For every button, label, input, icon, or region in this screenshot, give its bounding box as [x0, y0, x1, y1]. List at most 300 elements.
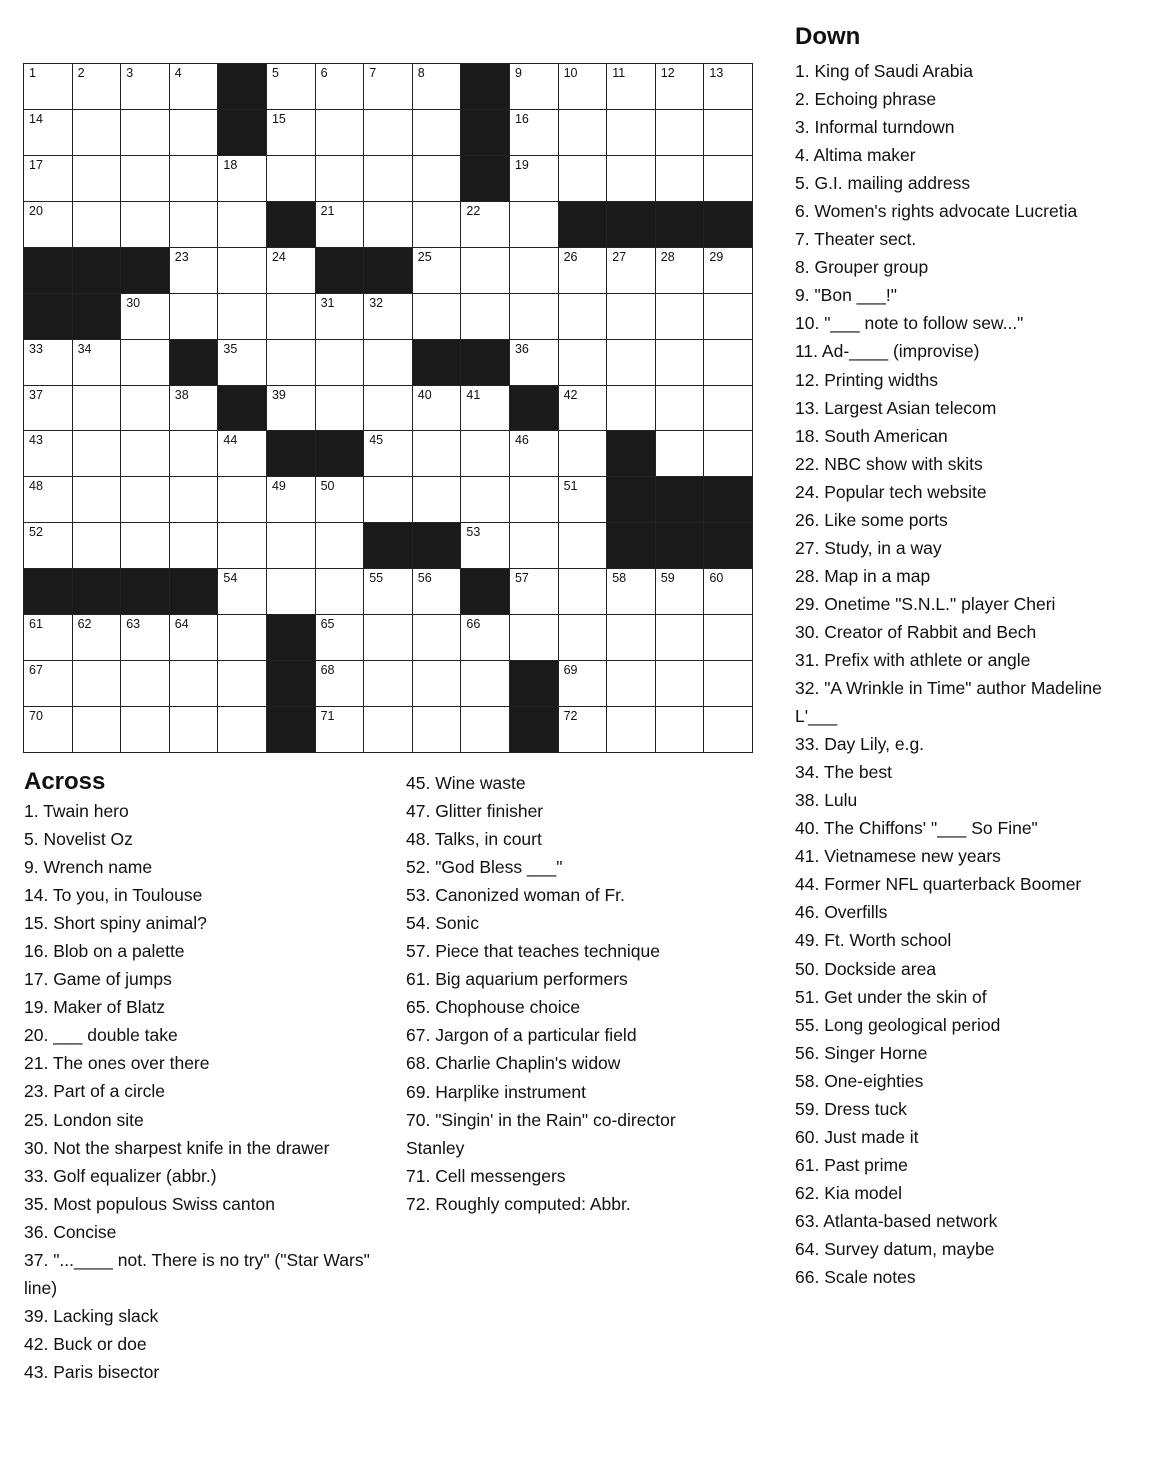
clue-number: 30 [126, 295, 141, 310]
grid-cell[interactable] [656, 431, 705, 477]
grid-cell[interactable] [607, 386, 656, 432]
grid-cell[interactable] [73, 523, 122, 569]
grid-cell[interactable] [559, 569, 608, 615]
clue-number: 57 [514, 571, 529, 586]
grid-cell[interactable] [24, 523, 73, 569]
grid-cell[interactable] [364, 661, 413, 707]
across-clue: 53. Canonized woman of Fr. [406, 885, 625, 906]
grid-cell[interactable] [510, 431, 559, 477]
black-square [461, 64, 510, 110]
grid-cell[interactable] [704, 340, 753, 386]
down-clue: 11. Ad-____ (improvise) [795, 341, 980, 362]
black-square [461, 156, 510, 202]
black-square [704, 523, 753, 569]
grid-cell[interactable] [559, 294, 608, 340]
clue-number: 35 [223, 341, 238, 356]
grid-cell[interactable] [170, 294, 219, 340]
grid-cell[interactable] [704, 707, 753, 753]
grid-cell[interactable] [73, 386, 122, 432]
grid-cell[interactable] [316, 477, 365, 523]
clue-number: 68 [320, 663, 335, 678]
across-clue: 35. Most populous Swiss canton [24, 1193, 275, 1214]
grid-cell[interactable] [121, 707, 170, 753]
black-square [704, 477, 753, 523]
grid-cell[interactable] [559, 523, 608, 569]
grid-cell[interactable] [413, 294, 462, 340]
down-clue: 7. Theater sect. [795, 229, 917, 250]
grid-cell[interactable] [704, 615, 753, 661]
grid-cell[interactable] [316, 294, 365, 340]
grid-cell[interactable] [559, 340, 608, 386]
black-square [413, 523, 462, 569]
down-clue: 24. Popular tech website [795, 481, 987, 502]
across-clue: 36. Concise [24, 1221, 117, 1242]
clue-number: 39 [271, 387, 286, 402]
clue-number: 1 [29, 66, 36, 80]
grid-cell[interactable] [267, 110, 316, 156]
down-heading: Down [795, 23, 861, 50]
grid-cell[interactable] [316, 707, 365, 753]
black-square [170, 569, 219, 615]
grid-cell[interactable] [24, 110, 73, 156]
across-clue: 25. London site [24, 1109, 144, 1130]
grid-cell[interactable] [218, 294, 267, 340]
grid-cell[interactable] [510, 569, 559, 615]
grid-cell[interactable] [73, 477, 122, 523]
grid-cell[interactable] [170, 431, 219, 477]
down-clue: 55. Long geological period [795, 1014, 1001, 1035]
down-clue: 27. Study, in a way [795, 537, 942, 558]
grid-cell[interactable] [413, 615, 462, 661]
down-clue: 18. South American [795, 425, 948, 446]
grid-cell[interactable] [559, 431, 608, 477]
clue-number: 52 [29, 525, 43, 540]
grid-cell[interactable] [607, 248, 656, 294]
clue-number: 59 [660, 571, 675, 586]
down-clue: 58. One-eighties [795, 1070, 924, 1091]
grid-cell[interactable] [170, 156, 219, 202]
grid-cell[interactable] [559, 477, 608, 523]
down-clue: 61. Past prime [795, 1154, 908, 1175]
grid-cell[interactable] [364, 202, 413, 248]
grid-cell[interactable] [218, 661, 267, 707]
grid-cell[interactable] [170, 477, 219, 523]
down-clue: 28. Map in a map [795, 565, 931, 586]
clue-number: 63 [126, 617, 141, 632]
grid-cell[interactable] [656, 294, 705, 340]
across-clue: 67. Jargon of a particular field [406, 1025, 637, 1046]
clue-number: 53 [466, 525, 481, 540]
grid-cell[interactable] [316, 110, 365, 156]
grid-cell[interactable] [510, 294, 559, 340]
across-clue: 23. Part of a circle [24, 1081, 166, 1102]
clue-number: 24 [271, 249, 286, 264]
grid-cell[interactable] [607, 110, 656, 156]
grid-cell[interactable] [267, 248, 316, 294]
grid-cell[interactable] [607, 64, 656, 110]
grid-cell[interactable] [364, 477, 413, 523]
grid-cell[interactable] [316, 156, 365, 202]
black-square [364, 248, 413, 294]
grid-cell[interactable] [704, 294, 753, 340]
grid-cell[interactable] [364, 156, 413, 202]
grid-cell[interactable] [24, 707, 73, 753]
across-clue: 61. Big aquarium performers [406, 969, 628, 990]
across-clue: 20. ___ double take [24, 1025, 178, 1046]
across-clue: 17. Game of jumps [24, 969, 172, 990]
black-square [559, 202, 608, 248]
grid-cell[interactable] [364, 340, 413, 386]
grid-cell[interactable] [267, 156, 316, 202]
clue-number: 4 [174, 66, 182, 80]
clue-number: 33 [29, 341, 43, 356]
grid-cell[interactable] [267, 386, 316, 432]
grid-cell[interactable] [267, 477, 316, 523]
black-square [267, 202, 316, 248]
down-clue: 46. Overfills [795, 902, 888, 923]
clue-number: 61 [29, 617, 43, 632]
clue-number: 54 [223, 571, 238, 586]
grid-cell[interactable] [364, 569, 413, 615]
grid-cell[interactable] [413, 386, 462, 432]
across-clue: 70. "Singin' in the Rain" co-director Stanley [406, 1109, 676, 1158]
clue-number: 41 [466, 387, 481, 402]
down-clue: 29. Onetime "S.N.L." player Cheri [795, 593, 1056, 614]
grid-cell[interactable] [656, 156, 705, 202]
clue-number: 66 [466, 617, 481, 632]
grid-cell[interactable] [413, 248, 462, 294]
grid-cell[interactable] [73, 661, 122, 707]
grid-cell[interactable] [121, 294, 170, 340]
grid-cell[interactable] [413, 477, 462, 523]
grid-cell[interactable] [121, 477, 170, 523]
black-square [170, 340, 219, 386]
grid-cell[interactable] [607, 294, 656, 340]
grid-cell[interactable] [121, 64, 170, 110]
grid-cell[interactable] [559, 110, 608, 156]
grid-cell[interactable] [607, 340, 656, 386]
clue-number: 19 [514, 157, 529, 172]
grid-cell[interactable] [413, 110, 462, 156]
grid-cell[interactable] [218, 248, 267, 294]
grid-cell[interactable] [218, 340, 267, 386]
grid-cell[interactable] [316, 202, 365, 248]
grid-cell[interactable] [364, 615, 413, 661]
black-square [267, 661, 316, 707]
black-square [218, 386, 267, 432]
black-square [461, 569, 510, 615]
grid-cell[interactable] [413, 661, 462, 707]
grid-cell[interactable] [461, 615, 510, 661]
grid-cell[interactable] [413, 202, 462, 248]
across-clue: 42. Buck or doe [24, 1333, 147, 1354]
grid-cell[interactable] [170, 661, 219, 707]
down-clue: 4. Altima maker [795, 145, 916, 166]
clue-number: 49 [271, 479, 286, 494]
clue-number: 48 [29, 479, 43, 494]
down-clue: 60. Just made it [795, 1126, 919, 1147]
grid-cell[interactable] [316, 386, 365, 432]
grid-cell[interactable] [267, 294, 316, 340]
black-square [267, 615, 316, 661]
grid-cell[interactable] [73, 110, 122, 156]
grid-cell[interactable] [656, 64, 705, 110]
grid-cell[interactable] [121, 156, 170, 202]
grid-cell[interactable] [704, 431, 753, 477]
down-clue: 64. Survey datum, maybe [795, 1238, 995, 1259]
clue-number: 28 [660, 249, 675, 264]
grid-cell[interactable] [607, 615, 656, 661]
grid-cell[interactable] [73, 156, 122, 202]
grid-cell[interactable] [316, 569, 365, 615]
grid-cell[interactable] [461, 294, 510, 340]
grid-cell[interactable] [24, 431, 73, 477]
grid-cell[interactable] [510, 248, 559, 294]
grid-cell[interactable] [218, 431, 267, 477]
black-square [510, 661, 559, 707]
black-square [461, 110, 510, 156]
grid-cell[interactable] [267, 64, 316, 110]
black-square [218, 110, 267, 156]
grid-cell[interactable] [510, 156, 559, 202]
grid-cell[interactable] [559, 248, 608, 294]
grid-cell[interactable] [413, 431, 462, 477]
grid-cell[interactable] [364, 707, 413, 753]
grid-cell[interactable] [218, 477, 267, 523]
grid-cell[interactable] [170, 523, 219, 569]
clue-number: 69 [563, 663, 578, 678]
grid-cell[interactable] [559, 707, 608, 753]
grid-cell[interactable] [316, 340, 365, 386]
grid-cell[interactable] [656, 661, 705, 707]
grid-cell[interactable] [413, 569, 462, 615]
grid-cell[interactable] [24, 386, 73, 432]
clue-number: 29 [709, 249, 724, 264]
across-clue: 39. Lacking slack [24, 1305, 159, 1326]
grid-cell[interactable] [704, 569, 753, 615]
grid-cell[interactable] [121, 523, 170, 569]
grid-cell[interactable] [121, 431, 170, 477]
grid-cell[interactable] [24, 615, 73, 661]
grid-cell[interactable] [218, 569, 267, 615]
black-square [656, 523, 705, 569]
clue-number: 20 [29, 203, 43, 218]
grid-cell[interactable] [218, 156, 267, 202]
grid-cell[interactable] [510, 110, 559, 156]
grid-cell[interactable] [316, 64, 365, 110]
black-square [24, 248, 73, 294]
across-clue: 71. Cell messengers [406, 1165, 566, 1186]
grid-cell[interactable] [316, 523, 365, 569]
grid-cell[interactable] [656, 248, 705, 294]
clue-number: 22 [466, 203, 481, 218]
grid-cell[interactable] [607, 707, 656, 753]
grid-cell[interactable] [73, 340, 122, 386]
clue-number: 32 [369, 295, 384, 310]
grid-cell[interactable] [170, 386, 219, 432]
grid-cell[interactable] [607, 156, 656, 202]
grid-cell[interactable] [461, 661, 510, 707]
clue-number: 70 [29, 709, 43, 724]
grid-cell[interactable] [413, 707, 462, 753]
grid-cell[interactable] [316, 661, 365, 707]
grid-cell[interactable] [121, 615, 170, 661]
grid-cell[interactable] [510, 202, 559, 248]
grid-cell[interactable] [413, 64, 462, 110]
grid-cell[interactable] [73, 64, 122, 110]
clue-number: 2 [77, 66, 85, 80]
clue-number: 27 [612, 249, 627, 264]
grid-cell[interactable] [218, 615, 267, 661]
across-clue: 15. Short spiny animal? [24, 913, 207, 934]
grid-cell[interactable] [656, 386, 705, 432]
grid-cell[interactable] [24, 64, 73, 110]
grid-cell[interactable] [267, 569, 316, 615]
black-square [607, 523, 656, 569]
down-clue: 66. Scale notes [795, 1267, 916, 1288]
clue-number: 11 [612, 66, 626, 80]
grid-cell[interactable] [364, 431, 413, 477]
grid-cell[interactable] [704, 156, 753, 202]
grid-cell[interactable] [364, 386, 413, 432]
grid-cell[interactable] [510, 340, 559, 386]
grid-cell[interactable] [461, 477, 510, 523]
clue-number: 45 [369, 433, 384, 448]
grid-cell[interactable] [364, 64, 413, 110]
grid-cell[interactable] [24, 661, 73, 707]
grid-cell[interactable] [461, 202, 510, 248]
grid-cell[interactable] [559, 156, 608, 202]
grid-cell[interactable] [656, 110, 705, 156]
across-clue: 5. Novelist Oz [24, 829, 133, 850]
grid-cell[interactable] [73, 615, 122, 661]
grid-cell[interactable] [170, 248, 219, 294]
grid-cell[interactable] [267, 340, 316, 386]
grid-cell[interactable] [218, 202, 267, 248]
down-clue: 59. Dress tuck [795, 1098, 907, 1119]
grid-cell[interactable] [559, 386, 608, 432]
across-clue: 45. Wine waste [406, 773, 526, 793]
down-clue: 5. G.I. mailing address [795, 173, 971, 194]
black-square [607, 202, 656, 248]
grid-cell[interactable] [510, 523, 559, 569]
clue-number: 64 [174, 617, 189, 632]
down-clue: 3. Informal turndown [795, 117, 955, 138]
clue-number: 56 [417, 571, 432, 586]
across-clue: 57. Piece that teaches technique [406, 941, 660, 962]
grid-cell[interactable] [170, 202, 219, 248]
grid-cell[interactable] [170, 615, 219, 661]
grid-cell[interactable] [559, 615, 608, 661]
grid-cell[interactable] [461, 386, 510, 432]
grid-cell[interactable] [121, 202, 170, 248]
grid-cell[interactable] [24, 202, 73, 248]
clue-number: 36 [514, 341, 529, 356]
grid-cell[interactable] [559, 64, 608, 110]
clue-number: 31 [320, 295, 335, 310]
grid-cell[interactable] [121, 340, 170, 386]
down-clue: 51. Get under the skin of [795, 986, 987, 1007]
grid-cell[interactable] [704, 248, 753, 294]
clue-number: 26 [563, 249, 578, 264]
black-square [73, 248, 122, 294]
grid-cell[interactable] [24, 340, 73, 386]
grid-cell[interactable] [607, 569, 656, 615]
clue-number: 37 [29, 387, 43, 402]
grid-cell[interactable] [73, 202, 122, 248]
grid-cell[interactable] [121, 110, 170, 156]
crossword-grid [23, 63, 753, 753]
grid-cell[interactable] [704, 64, 753, 110]
grid-cell[interactable] [461, 523, 510, 569]
across-clue: 52. "God Bless ___" [406, 857, 563, 878]
grid-cell[interactable] [656, 340, 705, 386]
grid-cell[interactable] [24, 477, 73, 523]
grid-cell[interactable] [316, 615, 365, 661]
grid-cell[interactable] [704, 110, 753, 156]
grid-cell[interactable] [656, 707, 705, 753]
down-clue: 41. Vietnamese new years [795, 846, 1001, 867]
across-clue: 54. Sonic [406, 913, 479, 934]
black-square [218, 64, 267, 110]
across-clue: 47. Glitter finisher [406, 801, 544, 822]
grid-cell[interactable] [656, 569, 705, 615]
grid-cell[interactable] [267, 523, 316, 569]
grid-cell[interactable] [170, 110, 219, 156]
across-clue: 21. The ones over there [24, 1053, 210, 1074]
down-clue: 50. Dockside area [795, 958, 937, 979]
clue-number: 6 [320, 66, 328, 80]
grid-cell[interactable] [607, 661, 656, 707]
clue-number: 38 [174, 387, 189, 402]
clue-number: 10 [563, 66, 578, 80]
clue-number: 7 [369, 66, 377, 80]
grid-cell[interactable] [364, 110, 413, 156]
grid-cell[interactable] [413, 156, 462, 202]
grid-cell[interactable] [73, 431, 122, 477]
down-clue: 34. The best [795, 762, 892, 783]
grid-cell[interactable] [121, 386, 170, 432]
grid-cell[interactable] [218, 707, 267, 753]
grid-cell[interactable] [170, 64, 219, 110]
grid-cell[interactable] [218, 523, 267, 569]
clue-number: 21 [320, 203, 335, 218]
grid-cell[interactable] [559, 661, 608, 707]
grid-cell[interactable] [461, 431, 510, 477]
grid-cell[interactable] [510, 477, 559, 523]
grid-cell[interactable] [461, 707, 510, 753]
down-clue: 6. Women's rights advocate Lucretia [795, 201, 1078, 222]
grid-cell[interactable] [170, 707, 219, 753]
grid-cell[interactable] [704, 386, 753, 432]
grid-cell[interactable] [73, 707, 122, 753]
down-clue: 13. Largest Asian telecom [795, 397, 997, 418]
down-clue: 30. Creator of Rabbit and Bech [795, 621, 1037, 642]
grid-cell[interactable] [364, 294, 413, 340]
grid-cell[interactable] [461, 248, 510, 294]
black-square [121, 569, 170, 615]
grid-cell[interactable] [121, 661, 170, 707]
black-square [461, 340, 510, 386]
clue-number: 62 [77, 617, 92, 632]
grid-cell[interactable] [510, 64, 559, 110]
black-square [24, 569, 73, 615]
grid-cell[interactable] [24, 156, 73, 202]
across-clue: 69. Harplike instrument [406, 1081, 586, 1102]
grid-cell[interactable] [656, 615, 705, 661]
grid-cell[interactable] [510, 615, 559, 661]
grid-cell[interactable] [704, 661, 753, 707]
